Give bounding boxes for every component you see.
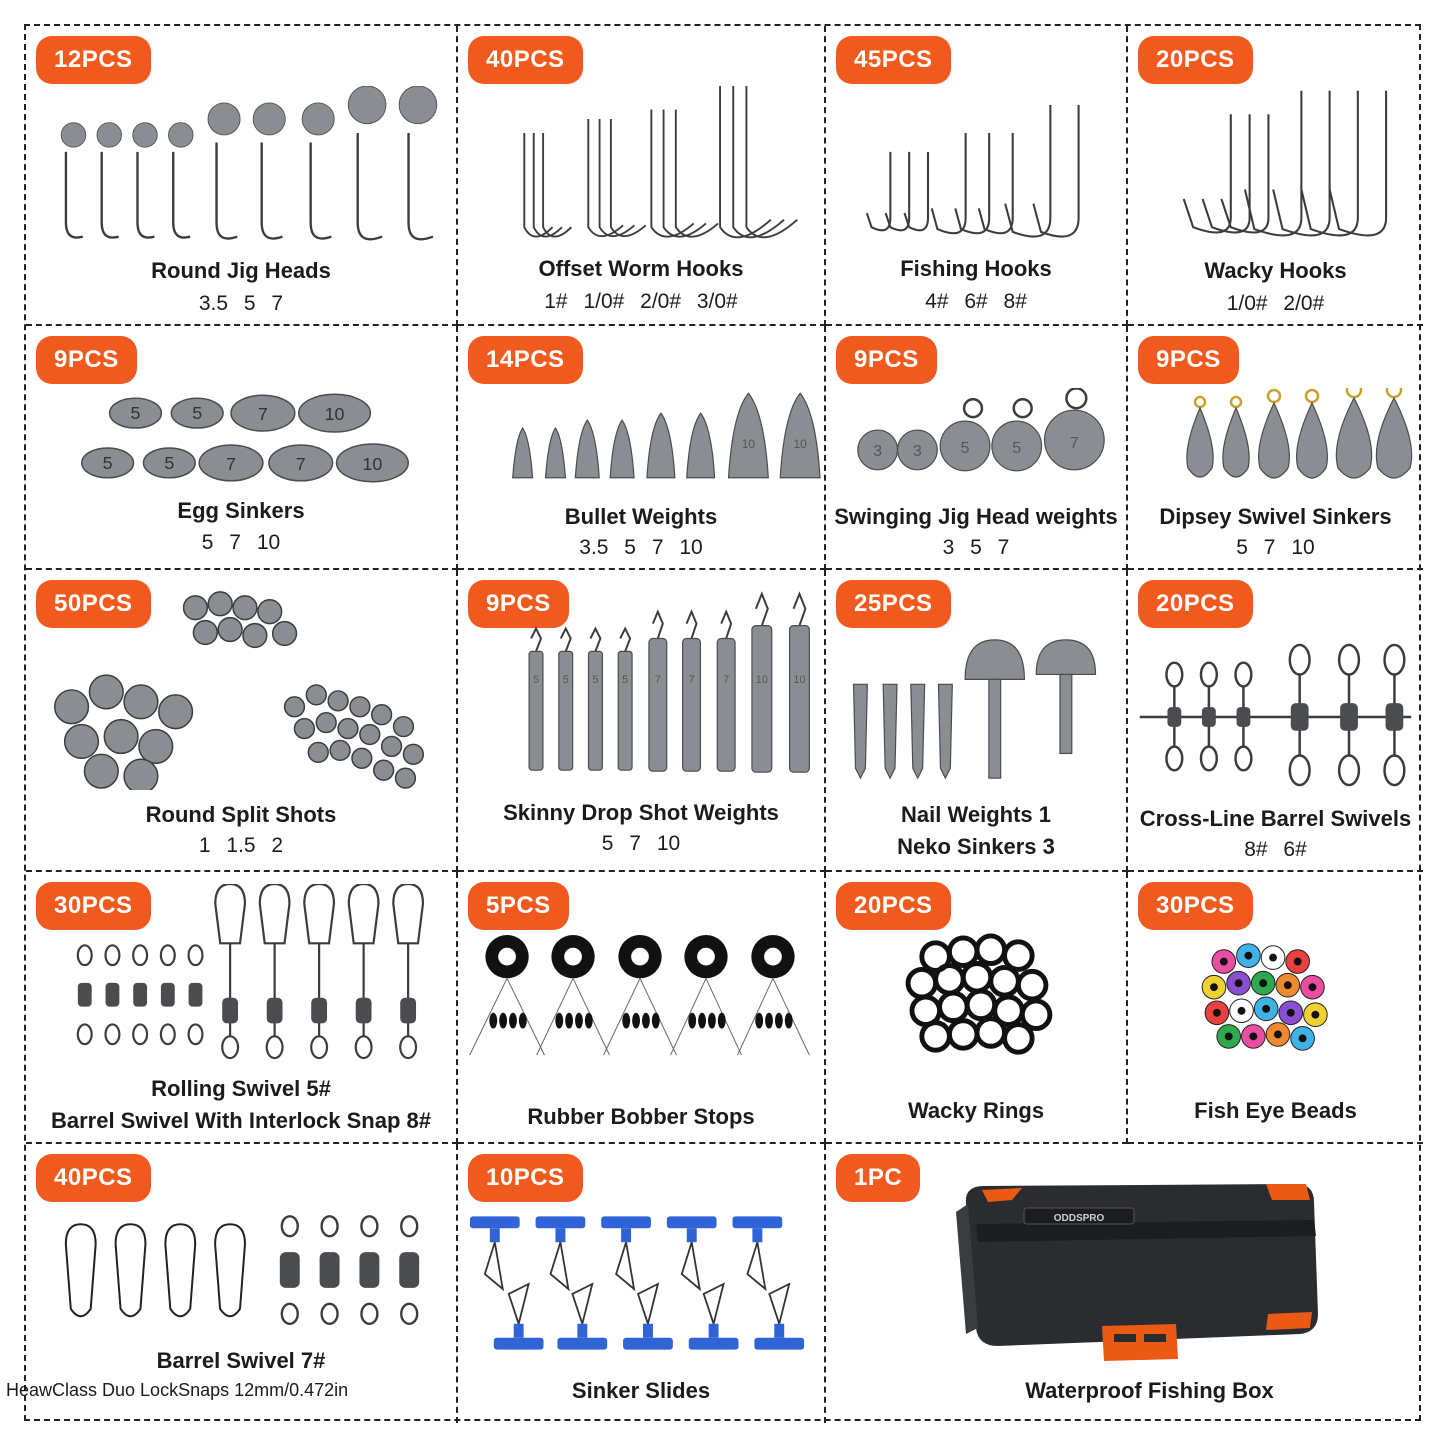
item-card-swinging-jig <box>826 326 1128 570</box>
weight-label: 5 <box>532 674 540 687</box>
weight-label: 5 <box>1012 439 1022 457</box>
item-sizes: 3.5 5 7 10 <box>579 536 703 559</box>
offset-hook-icon <box>458 86 824 246</box>
weight-label: 3 <box>873 442 883 460</box>
weight-label: 5 <box>562 674 569 687</box>
quantity-badge: 10PCS <box>468 1154 583 1202</box>
quantity-badge: 25PCS <box>836 580 951 628</box>
item-card-fish-eye-beads <box>1128 872 1423 1144</box>
item-card-rolling-swivel <box>26 872 458 1144</box>
item-card-offset-worm-hooks <box>458 26 826 326</box>
item-sizes: 5 7 10 <box>601 832 681 855</box>
weight-label: 7 <box>688 674 695 687</box>
item-name: Barrel Swivel 7# <box>156 1348 326 1373</box>
bullet-weight-icon <box>458 388 824 488</box>
item-name: Egg Sinkers <box>177 498 305 523</box>
item-sizes: 5 7 10 <box>201 531 281 554</box>
quantity-badge: 9PCS <box>836 336 937 384</box>
item-card-bullet-weights <box>458 326 826 570</box>
item-card-wacky-rings <box>826 872 1128 1144</box>
split-shot-icon <box>26 578 456 790</box>
quantity-badge: 9PCS <box>1138 336 1239 384</box>
item-card-bobber-stops <box>458 872 826 1144</box>
item-sizes: 1 1.5 2 <box>198 834 284 857</box>
weight-label: 3 <box>912 442 922 460</box>
item-card-round-jig-heads <box>26 26 458 326</box>
quantity-badge: 40PCS <box>468 36 583 84</box>
item-name: Offset Worm Hooks <box>538 256 744 281</box>
item-sizes: 1/0# 2/0# <box>1226 292 1325 315</box>
item-sizes: 1# 1/0# 2/0# 3/0# <box>544 290 738 313</box>
bobber-stop-icon <box>458 932 824 1062</box>
item-name-secondary: Neko Sinkers 3 <box>897 834 1055 859</box>
rolling-swivel-icon <box>26 884 456 1062</box>
item-card-dipsey-sinkers <box>1128 326 1423 570</box>
item-card-split-shots <box>26 570 458 872</box>
fishing-hook-icon <box>826 86 1126 246</box>
nail-weight-icon <box>826 630 1126 790</box>
item-sizes: 3.5 5 7 <box>198 292 284 315</box>
lock-snap-icon <box>26 1214 456 1333</box>
sinker-label: 5 <box>192 403 203 424</box>
sinker-label: 5 <box>164 452 175 473</box>
item-name: Swinging Jig Head weights <box>834 504 1118 529</box>
weight-label: 10 <box>793 674 806 687</box>
quantity-badge: 30PCS <box>1138 882 1253 930</box>
item-name: Sinker Slides <box>571 1378 711 1403</box>
quantity-badge: 50PCS <box>36 580 151 628</box>
fish-eye-bead-icon <box>1128 932 1423 1062</box>
cross-swivel-icon <box>1128 640 1423 790</box>
sinker-label: 5 <box>130 403 141 424</box>
item-name: Bullet Weights <box>564 504 718 529</box>
item-name: Wacky Hooks <box>1204 258 1347 283</box>
sinker-slide-icon <box>458 1214 824 1353</box>
item-card-fishing-hooks <box>826 26 1128 326</box>
item-name-secondary: Barrel Swivel With Interlock Snap 8# <box>50 1108 432 1133</box>
quantity-badge: 20PCS <box>1138 580 1253 628</box>
item-card-drop-shot <box>458 570 826 872</box>
item-name: Rubber Bobber Stops <box>527 1104 755 1129</box>
item-sizes: 8# 6# <box>1244 838 1307 861</box>
item-card-cross-swivels <box>1128 570 1423 872</box>
item-card-wacky-hooks <box>1128 26 1423 326</box>
weight-label: 7 <box>723 674 730 687</box>
item-name: Fish Eye Beads <box>1194 1098 1357 1123</box>
item-sizes: 5 7 10 <box>1236 536 1315 559</box>
quantity-badge: 12PCS <box>36 36 151 84</box>
drop-shot-icon <box>458 584 824 790</box>
item-name: Waterproof Fishing Box <box>1025 1378 1274 1403</box>
item-name: Nail Weights 1 <box>901 802 1051 827</box>
quantity-badge: 5PCS <box>468 882 569 930</box>
item-card-egg-sinkers <box>26 326 458 570</box>
item-name: Skinny Drop Shot Weights <box>503 800 779 825</box>
weight-label: 5 <box>622 674 629 687</box>
sinker-label: 7 <box>226 453 237 474</box>
quantity-badge: 20PCS <box>836 882 951 930</box>
weight-label: 7 <box>654 674 661 687</box>
wacky-ring-icon <box>826 932 1126 1062</box>
item-card-sinker-slides <box>458 1144 826 1423</box>
item-name: Round Jig Heads <box>151 258 331 283</box>
item-name-secondary: HeawClass Duo LockSnaps 12mm/0.472in <box>6 1380 349 1400</box>
weight-label: 7 <box>1069 434 1079 452</box>
wacky-hook-icon <box>1128 86 1423 246</box>
item-card-lock-snaps <box>6 1144 458 1423</box>
product-grid <box>6 24 1421 1421</box>
egg-sinker-icon <box>26 388 456 488</box>
quantity-badge: 9PCS <box>468 580 569 628</box>
weight-label: 5 <box>592 674 599 687</box>
item-card-nail-weights <box>826 570 1128 872</box>
weight-label: 10 <box>793 436 807 451</box>
box-brand-label: ODDSPRO <box>1053 1213 1105 1224</box>
quantity-badge: 20PCS <box>1138 36 1253 84</box>
sinker-label: 10 <box>324 404 345 425</box>
weight-label: 10 <box>741 436 756 451</box>
item-name: Cross-Line Barrel Swivels <box>1139 806 1412 831</box>
jig-head-icon <box>26 86 456 246</box>
sinker-label: 5 <box>102 452 113 473</box>
weight-label: 5 <box>960 439 970 457</box>
sinker-label: 7 <box>295 453 306 474</box>
quantity-badge: 9PCS <box>36 336 137 384</box>
swinging-jig-icon <box>826 388 1126 488</box>
sinker-label: 10 <box>362 453 383 474</box>
weight-label: 10 <box>755 674 768 687</box>
item-name: Wacky Rings <box>907 1098 1045 1123</box>
quantity-badge: 14PCS <box>468 336 583 384</box>
item-name: Round Split Shots <box>145 802 337 827</box>
quantity-badge: 1PC <box>836 1154 920 1202</box>
quantity-badge: 30PCS <box>36 882 151 930</box>
item-name: Rolling Swivel 5# <box>151 1076 331 1101</box>
item-name: Fishing Hooks <box>900 256 1052 281</box>
item-sizes: 3 5 7 <box>942 536 1010 559</box>
item-name: Dipsey Swivel Sinkers <box>1159 504 1392 529</box>
item-card-fishing-box <box>826 1144 1423 1423</box>
sinker-label: 7 <box>257 404 268 425</box>
dipsey-sinker-icon <box>1128 388 1423 488</box>
item-sizes: 4# 6# 8# <box>925 290 1027 313</box>
tackle-box-icon <box>826 1164 1423 1361</box>
quantity-badge: 45PCS <box>836 36 951 84</box>
quantity-badge: 40PCS <box>36 1154 151 1202</box>
